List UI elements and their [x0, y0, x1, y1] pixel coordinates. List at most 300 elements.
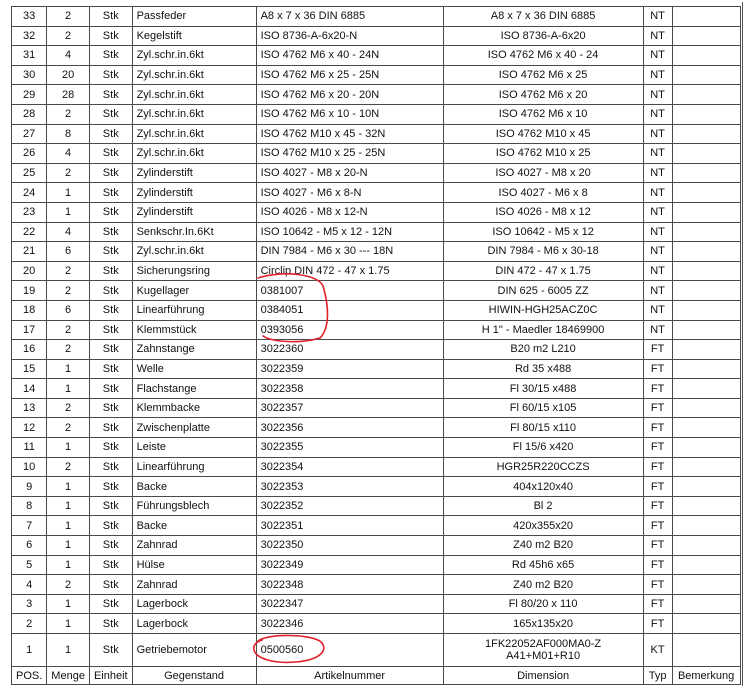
cell-menge: 2 [47, 418, 90, 438]
cell-bemerkung [672, 320, 740, 340]
table-row [12, 575, 741, 595]
cell-typ: FT [643, 457, 672, 477]
cell-typ: FT [643, 555, 672, 575]
cell-artikelnummer: 3022360 [256, 340, 443, 360]
cell-einheit: Stk [89, 261, 132, 281]
table-row [12, 300, 741, 320]
cell-gegenstand: Klemmbacke [132, 398, 256, 418]
cell-gegenstand: Zylinderstift [132, 202, 256, 222]
cell-typ: FT [643, 536, 672, 556]
cell-typ: FT [643, 438, 672, 458]
cell-dimension: HGR25R220CCZS [443, 457, 643, 477]
cell-typ: NT [643, 300, 672, 320]
cell-gegenstand: Zyl.schr.in.6kt [132, 85, 256, 105]
cell-gegenstand: Zyl.schr.in.6kt [132, 124, 256, 144]
cell-typ: NT [643, 261, 672, 281]
cell-einheit: Stk [89, 359, 132, 379]
table-row [12, 359, 741, 379]
cell-gegenstand: Zylinderstift [132, 163, 256, 183]
cell-artikelnummer: 3022351 [256, 516, 443, 536]
cell-typ: FT [643, 398, 672, 418]
cell-dimension: 420x355x20 [443, 516, 643, 536]
cell-bemerkung [672, 555, 740, 575]
cell-einheit: Stk [89, 300, 132, 320]
cell-menge: 2 [47, 320, 90, 340]
cell-bemerkung [672, 46, 740, 66]
cell-einheit: Stk [89, 575, 132, 595]
cell-artikelnummer: ISO 4762 M10 x 45 - 32N [256, 124, 443, 144]
cell-menge: 6 [47, 300, 90, 320]
table-row [12, 438, 741, 458]
cell-dimension: Z40 m2 B20 [443, 536, 643, 556]
table-row [12, 104, 741, 124]
cell-artikelnummer: 3022354 [256, 457, 443, 477]
cell-typ: NT [643, 163, 672, 183]
cell-artikelnummer: A8 x 7 x 36 DIN 6885 [256, 7, 443, 27]
cell-dimension: B20 m2 L210 [443, 340, 643, 360]
cell-gegenstand: Zyl.schr.in.6kt [132, 46, 256, 66]
cell-pos: 14 [12, 379, 47, 399]
table-row [12, 555, 741, 575]
dimension-line-2: A41+M01+R10 [506, 650, 581, 662]
cell-dimension: Bl 2 [443, 496, 643, 516]
cell-menge: 8 [47, 124, 90, 144]
cell-bemerkung [672, 300, 740, 320]
cell-bemerkung [672, 477, 740, 497]
dimension-line-1: 1FK22052AF000MA0-Z [484, 638, 602, 650]
table-row [12, 242, 741, 262]
cell-bemerkung [672, 144, 740, 164]
cell-artikelnummer: 3022349 [256, 555, 443, 575]
cell-pos: 29 [12, 85, 47, 105]
cell-gegenstand: Hülse [132, 555, 256, 575]
cell-einheit: Stk [89, 65, 132, 85]
column-header: Typ [643, 667, 672, 685]
column-header: Bemerkung [672, 667, 740, 685]
cell-menge: 2 [47, 398, 90, 418]
cell-menge: 2 [47, 457, 90, 477]
cell-einheit: Stk [89, 340, 132, 360]
cell-bemerkung [672, 124, 740, 144]
cell-dimension: Fl 15/6 x420 [443, 438, 643, 458]
cell-pos: 25 [12, 163, 47, 183]
cell-bemerkung [672, 418, 740, 438]
cell-gegenstand: Zahnrad [132, 575, 256, 595]
cell-einheit: Stk [89, 281, 132, 301]
table-row [12, 7, 741, 27]
table-row [12, 26, 741, 46]
cell-bemerkung [672, 7, 740, 27]
cell-pos: 22 [12, 222, 47, 242]
cell-pos: 20 [12, 261, 47, 281]
cell-gegenstand: Zylinderstift [132, 183, 256, 203]
table-row [12, 261, 741, 281]
cell-typ: NT [643, 7, 672, 27]
cell-einheit: Stk [89, 320, 132, 340]
cell-gegenstand: Zahnrad [132, 536, 256, 556]
cell-pos: 13 [12, 398, 47, 418]
cell-artikelnummer: 3022359 [256, 359, 443, 379]
cell-dimension: Rd 45h6 x65 [443, 555, 643, 575]
cell-einheit: Stk [89, 7, 132, 27]
cell-gegenstand: Zyl.schr.in.6kt [132, 144, 256, 164]
cell-bemerkung [672, 85, 740, 105]
cell-dimension: ISO 4027 - M6 x 8 [443, 183, 643, 203]
cell-gegenstand: Lagerbock [132, 614, 256, 634]
cell-menge: 6 [47, 242, 90, 262]
cell-pos: 7 [12, 516, 47, 536]
cell-bemerkung [672, 202, 740, 222]
table-row [12, 124, 741, 144]
cell-bemerkung [672, 594, 740, 614]
cell-dimension: Fl 80/20 x 110 [443, 594, 643, 614]
cell-bemerkung [672, 26, 740, 46]
cell-einheit: Stk [89, 183, 132, 203]
cell-pos: 30 [12, 65, 47, 85]
table-row [12, 496, 741, 516]
cell-dimension [443, 634, 643, 667]
cell-menge: 1 [47, 555, 90, 575]
cell-dimension: Rd 35 x488 [443, 359, 643, 379]
cell-artikelnummer: DIN 7984 - M6 x 30 --- 18N [256, 242, 443, 262]
cell-gegenstand: Linearführung [132, 457, 256, 477]
cell-pos: 26 [12, 144, 47, 164]
cell-einheit: Stk [89, 536, 132, 556]
cell-dimension: ISO 4762 M6 x 25 [443, 65, 643, 85]
cell-pos: 2 [12, 614, 47, 634]
cell-pos: 32 [12, 26, 47, 46]
cell-dimension: HIWIN-HGH25ACZ0C [443, 300, 643, 320]
cell-einheit: Stk [89, 418, 132, 438]
parts-list [11, 6, 741, 685]
cell-bemerkung [672, 398, 740, 418]
cell-menge: 1 [47, 634, 90, 667]
cell-menge: 2 [47, 7, 90, 27]
cell-dimension: 165x135x20 [443, 614, 643, 634]
cell-dimension: ISO 4762 M6 x 10 [443, 104, 643, 124]
cell-pos: 17 [12, 320, 47, 340]
cell-dimension: DIN 472 - 47 x 1.75 [443, 261, 643, 281]
cell-dimension: ISO 8736-A-6x20 [443, 26, 643, 46]
cell-bemerkung [672, 65, 740, 85]
cell-einheit: Stk [89, 594, 132, 614]
cell-pos: 18 [12, 300, 47, 320]
cell-dimension: ISO 4026 - M8 x 12 [443, 202, 643, 222]
table-row [12, 379, 741, 399]
column-header: Menge [47, 667, 90, 685]
cell-gegenstand: Klemmstück [132, 320, 256, 340]
cell-bemerkung [672, 359, 740, 379]
cell-menge: 2 [47, 261, 90, 281]
cell-menge: 2 [47, 26, 90, 46]
cell-dimension: ISO 10642 - M5 x 12 [443, 222, 643, 242]
cell-typ: NT [643, 242, 672, 262]
cell-gegenstand: Backe [132, 477, 256, 497]
sheet-border-line [742, 2, 743, 686]
cell-pos: 8 [12, 496, 47, 516]
cell-artikelnummer: ISO 4762 M6 x 20 - 20N [256, 85, 443, 105]
cell-bemerkung [672, 222, 740, 242]
table-row [12, 398, 741, 418]
cell-dimension: Fl 60/15 x105 [443, 398, 643, 418]
cell-pos: 28 [12, 104, 47, 124]
cell-typ: FT [643, 575, 672, 595]
bom-table [11, 6, 741, 685]
cell-artikelnummer: ISO 4762 M10 x 25 - 25N [256, 144, 443, 164]
cell-gegenstand: Führungsblech [132, 496, 256, 516]
cell-typ: FT [643, 340, 672, 360]
cell-typ: NT [643, 46, 672, 66]
cell-pos: 1 [12, 634, 47, 667]
cell-typ: NT [643, 85, 672, 105]
cell-einheit: Stk [89, 634, 132, 667]
cell-pos: 19 [12, 281, 47, 301]
cell-bemerkung [672, 379, 740, 399]
cell-pos: 31 [12, 46, 47, 66]
cell-pos: 15 [12, 359, 47, 379]
cell-gegenstand: Senkschr.In.6Kt [132, 222, 256, 242]
cell-bemerkung [672, 183, 740, 203]
cell-gegenstand: Welle [132, 359, 256, 379]
cell-menge: 1 [47, 202, 90, 222]
cell-artikelnummer: ISO 4762 M6 x 40 - 24N [256, 46, 443, 66]
cell-einheit: Stk [89, 398, 132, 418]
cell-menge: 1 [47, 516, 90, 536]
column-header: Dimension [443, 667, 643, 685]
cell-pos: 5 [12, 555, 47, 575]
cell-menge: 1 [47, 379, 90, 399]
cell-einheit: Stk [89, 555, 132, 575]
cell-typ: FT [643, 359, 672, 379]
cell-pos: 24 [12, 183, 47, 203]
cell-menge: 1 [47, 594, 90, 614]
cell-typ: FT [643, 477, 672, 497]
cell-typ: NT [643, 144, 672, 164]
table-row [12, 614, 741, 634]
cell-artikelnummer: 0500560 [256, 634, 443, 667]
cell-dimension: 404x120x40 [443, 477, 643, 497]
cell-bemerkung [672, 104, 740, 124]
cell-gegenstand: Passfeder [132, 7, 256, 27]
table-row [12, 183, 741, 203]
cell-menge: 1 [47, 496, 90, 516]
cell-artikelnummer: ISO 4762 M6 x 10 - 10N [256, 104, 443, 124]
cell-artikelnummer: ISO 4027 - M8 x 20-N [256, 163, 443, 183]
cell-einheit: Stk [89, 379, 132, 399]
cell-bemerkung [672, 340, 740, 360]
table-row [12, 163, 741, 183]
cell-dimension: Z40 m2 B20 [443, 575, 643, 595]
table-row [12, 46, 741, 66]
cell-pos: 11 [12, 438, 47, 458]
cell-menge: 4 [47, 46, 90, 66]
table-row [12, 516, 741, 536]
cell-einheit: Stk [89, 457, 132, 477]
cell-menge: 2 [47, 104, 90, 124]
cell-dimension: DIN 7984 - M6 x 30-18 [443, 242, 643, 262]
table-row [12, 144, 741, 164]
table-row [12, 281, 741, 301]
cell-typ: NT [643, 281, 672, 301]
table-row [12, 457, 741, 477]
cell-typ: NT [643, 320, 672, 340]
cell-menge: 1 [47, 477, 90, 497]
cell-einheit: Stk [89, 85, 132, 105]
table-row [12, 340, 741, 360]
cell-typ: NT [643, 222, 672, 242]
cell-bemerkung [672, 614, 740, 634]
cell-pos: 10 [12, 457, 47, 477]
cell-gegenstand: Lagerbock [132, 594, 256, 614]
cell-gegenstand: Kugellager [132, 281, 256, 301]
table-row [12, 594, 741, 614]
cell-typ: NT [643, 202, 672, 222]
cell-menge: 20 [47, 65, 90, 85]
cell-dimension: A8 x 7 x 36 DIN 6885 [443, 7, 643, 27]
cell-menge: 1 [47, 536, 90, 556]
cell-artikelnummer: Circlip DIN 472 - 47 x 1.75 [256, 261, 443, 281]
cell-typ: NT [643, 124, 672, 144]
cell-artikelnummer: 3022357 [256, 398, 443, 418]
table-row [12, 202, 741, 222]
cell-pos: 6 [12, 536, 47, 556]
cell-bemerkung [672, 281, 740, 301]
cell-menge: 1 [47, 614, 90, 634]
cell-menge: 2 [47, 575, 90, 595]
cell-bemerkung [672, 575, 740, 595]
table-row [12, 85, 741, 105]
table-row [12, 418, 741, 438]
column-header: Einheit [89, 667, 132, 685]
cell-dimension: ISO 4762 M6 x 40 - 24 [443, 46, 643, 66]
cell-typ: NT [643, 104, 672, 124]
cell-pos: 21 [12, 242, 47, 262]
cell-typ: NT [643, 65, 672, 85]
cell-gegenstand: Kegelstift [132, 26, 256, 46]
cell-dimension: ISO 4027 - M8 x 20 [443, 163, 643, 183]
cell-pos: 27 [12, 124, 47, 144]
cell-typ: FT [643, 614, 672, 634]
cell-artikelnummer: 3022356 [256, 418, 443, 438]
cell-typ: FT [643, 496, 672, 516]
cell-artikelnummer: 3022355 [256, 438, 443, 458]
cell-typ: KT [643, 634, 672, 667]
cell-menge: 28 [47, 85, 90, 105]
cell-artikelnummer: ISO 4026 - M8 x 12-N [256, 202, 443, 222]
cell-einheit: Stk [89, 438, 132, 458]
cell-typ: FT [643, 418, 672, 438]
cell-gegenstand: Backe [132, 516, 256, 536]
cell-einheit: Stk [89, 46, 132, 66]
cell-menge: 2 [47, 163, 90, 183]
bom-body [12, 7, 741, 685]
cell-pos: 16 [12, 340, 47, 360]
cell-pos: 23 [12, 202, 47, 222]
cell-artikelnummer: 3022352 [256, 496, 443, 516]
cell-gegenstand: Zyl.schr.in.6kt [132, 242, 256, 262]
cell-pos: 33 [12, 7, 47, 27]
cell-gegenstand: Zwischenplatte [132, 418, 256, 438]
cell-artikelnummer: 0384051 [256, 300, 443, 320]
cell-einheit: Stk [89, 496, 132, 516]
cell-pos: 9 [12, 477, 47, 497]
cell-pos: 4 [12, 575, 47, 595]
cell-bemerkung [672, 634, 740, 667]
column-header: Artikelnummer [256, 667, 443, 685]
cell-artikelnummer: 0381007 [256, 281, 443, 301]
cell-bemerkung [672, 242, 740, 262]
cell-einheit: Stk [89, 516, 132, 536]
header-row [12, 667, 741, 685]
cell-artikelnummer: 3022358 [256, 379, 443, 399]
cell-menge: 1 [47, 359, 90, 379]
cell-gegenstand: Flachstange [132, 379, 256, 399]
cell-artikelnummer: ISO 10642 - M5 x 12 - 12N [256, 222, 443, 242]
cell-menge: 1 [47, 183, 90, 203]
cell-typ: FT [643, 594, 672, 614]
cell-typ: FT [643, 516, 672, 536]
cell-einheit: Stk [89, 163, 132, 183]
cell-bemerkung [672, 496, 740, 516]
cell-artikelnummer: 3022346 [256, 614, 443, 634]
table-row [12, 65, 741, 85]
cell-bemerkung [672, 438, 740, 458]
cell-typ: NT [643, 183, 672, 203]
cell-pos: 12 [12, 418, 47, 438]
table-row [12, 536, 741, 556]
cell-einheit: Stk [89, 26, 132, 46]
cell-dimension: H 1" - Maedler 18469900 [443, 320, 643, 340]
cell-einheit: Stk [89, 202, 132, 222]
table-row [12, 634, 741, 667]
cell-einheit: Stk [89, 614, 132, 634]
cell-typ: FT [643, 379, 672, 399]
cell-einheit: Stk [89, 222, 132, 242]
cell-bemerkung [672, 163, 740, 183]
column-header: Gegenstand [132, 667, 256, 685]
cell-einheit: Stk [89, 477, 132, 497]
cell-artikelnummer: ISO 4762 M6 x 25 - 25N [256, 65, 443, 85]
cell-dimension: ISO 4762 M6 x 20 [443, 85, 643, 105]
cell-einheit: Stk [89, 124, 132, 144]
cell-gegenstand: Zahnstange [132, 340, 256, 360]
table-row [12, 320, 741, 340]
cell-menge: 2 [47, 281, 90, 301]
cell-gegenstand: Zyl.schr.in.6kt [132, 104, 256, 124]
cell-bemerkung [672, 457, 740, 477]
cell-artikelnummer: 0393056 [256, 320, 443, 340]
cell-pos: 3 [12, 594, 47, 614]
cell-artikelnummer: 3022347 [256, 594, 443, 614]
cell-bemerkung [672, 261, 740, 281]
cell-einheit: Stk [89, 242, 132, 262]
cell-gegenstand: Sicherungsring [132, 261, 256, 281]
cell-einheit: Stk [89, 104, 132, 124]
cell-gegenstand: Linearführung [132, 300, 256, 320]
cell-dimension: DIN 625 - 6005 ZZ [443, 281, 643, 301]
cell-dimension: Fl 30/15 x488 [443, 379, 643, 399]
cell-menge: 4 [47, 222, 90, 242]
cell-gegenstand: Leiste [132, 438, 256, 458]
cell-dimension: ISO 4762 M10 x 25 [443, 144, 643, 164]
cell-gegenstand: Zyl.schr.in.6kt [132, 65, 256, 85]
cell-dimension: ISO 4762 M10 x 45 [443, 124, 643, 144]
table-row [12, 477, 741, 497]
cell-einheit: Stk [89, 144, 132, 164]
table-row [12, 222, 741, 242]
cell-artikelnummer: 3022350 [256, 536, 443, 556]
cell-artikelnummer: ISO 8736-A-6x20-N [256, 26, 443, 46]
